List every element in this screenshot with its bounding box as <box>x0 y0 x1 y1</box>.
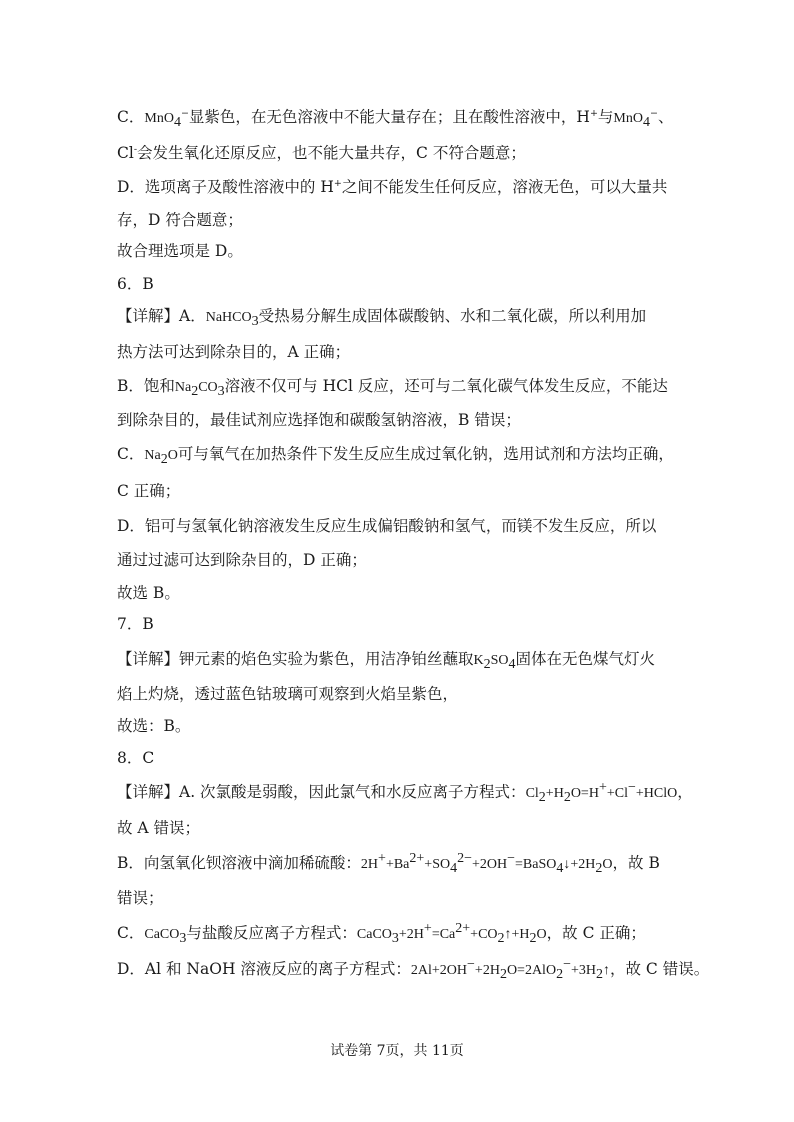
text-segment: 焰上灼烧，透过蓝色钴玻璃可观察到火焰呈紫色， <box>117 685 459 703</box>
text-segment: +2H <box>398 927 424 942</box>
superscript: 2+ <box>455 920 471 936</box>
text-segment: 热方法可达到除杂目的，A 正确； <box>117 343 351 361</box>
text-segment: 存，D 符合题意； <box>117 211 243 229</box>
text-line <box>117 850 660 877</box>
text-segment: ，故 B <box>612 854 660 872</box>
text-segment: 错误； <box>117 889 164 907</box>
text-line <box>117 210 243 230</box>
text-segment: 会发生氧化还原反应，也不能大量共存，C 不符合题意； <box>137 144 526 162</box>
subscript: 2 <box>538 790 546 806</box>
text-segment: 与 <box>597 108 614 126</box>
text-segment: 8．C <box>117 749 155 767</box>
text-segment: 可与氧气在加热条件下发生反应生成过氧化钠，选用试剂和方法均正确， <box>177 445 674 463</box>
text-line <box>117 410 521 430</box>
text-segment: C． <box>117 924 145 942</box>
subscript: 2 <box>529 931 537 947</box>
subscript: 2 <box>563 790 571 806</box>
text-line <box>117 342 350 362</box>
superscript: 2− <box>457 850 472 866</box>
subscript: 4 <box>450 861 458 877</box>
text-segment: O <box>602 857 613 872</box>
superscript: + <box>333 177 342 189</box>
text-segment: Cl <box>525 786 539 801</box>
subscript: 4 <box>556 861 564 877</box>
text-line <box>117 143 526 163</box>
superscript: − <box>507 850 516 866</box>
text-segment: +H <box>545 786 564 801</box>
text-segment: CaCO <box>356 927 392 942</box>
text-segment: 故 A 错误； <box>117 819 201 837</box>
text-line <box>117 376 668 398</box>
subscript: 3 <box>217 384 225 400</box>
text-line <box>117 614 154 634</box>
text-segment: +SO <box>424 857 451 872</box>
superscript: − <box>627 779 636 795</box>
text-segment: 【详解】A． <box>117 307 206 325</box>
text-line <box>117 649 655 671</box>
subscript: 3 <box>179 931 187 947</box>
text-segment: Na <box>174 380 192 395</box>
text-segment: +HClO <box>635 786 678 801</box>
text-segment: MnO <box>613 111 643 126</box>
text-line <box>117 684 458 704</box>
text-segment: SO <box>490 653 509 668</box>
text-line <box>117 177 667 197</box>
text-segment: CaCO <box>144 927 180 942</box>
text-segment: B．饱和 <box>117 377 175 395</box>
text-segment: +Cl <box>606 786 628 801</box>
superscript: + <box>378 850 386 866</box>
text-segment: C． <box>117 108 145 126</box>
text-line <box>117 306 646 328</box>
text-segment: ↑+H <box>504 927 530 942</box>
superscript: + <box>598 779 607 795</box>
text-segment: CO <box>198 380 218 395</box>
text-segment: K <box>473 653 484 668</box>
text-segment: +Ba <box>385 857 410 872</box>
text-segment: D．铝可与氢氧化钠溶液发生反应生成偏铝酸钠和氢气，而镁不发生反应，所以 <box>117 517 657 535</box>
text-segment: 2H <box>360 857 379 872</box>
text-line <box>117 107 673 129</box>
text-segment: D．选项离子及酸性溶液中的 H <box>117 178 334 196</box>
text-segment: 7．B <box>117 615 154 633</box>
text-line <box>117 888 164 908</box>
text-line <box>117 516 656 536</box>
subscript: 4 <box>508 657 516 673</box>
text-segment: ，故 C 正确； <box>546 924 646 942</box>
subscript: 3 <box>251 314 259 330</box>
text-segment: +2OH <box>472 857 508 872</box>
text-line <box>117 274 154 294</box>
subscript: 3 <box>391 931 399 947</box>
text-line <box>117 818 200 838</box>
text-segment: 固体在无色煤气灯火 <box>515 650 656 668</box>
text-line <box>117 583 180 603</box>
text-segment: 溶液不仅可与 HCl 反应，还可与二氧化碳气体发生反应，不能达 <box>224 377 668 395</box>
text-segment: ↑ <box>602 963 610 978</box>
text-segment: 到除杂目的，最佳试剂应选择饱和碳酸氢钠溶液，B 错误； <box>117 411 521 429</box>
text-segment: C． <box>117 445 145 463</box>
text-segment: 故合理选项是 D。 <box>117 242 243 260</box>
text-segment: 【详解】A. 次氯酸是弱酸，因此氯气和水反应离子方程式： <box>117 783 526 801</box>
text-line <box>117 956 710 983</box>
subscript: 4 <box>173 115 181 131</box>
text-segment: =BaSO <box>515 857 557 872</box>
text-segment: +3H <box>570 963 596 978</box>
text-segment: 受热易分解生成固体碳酸钠、水和二氧化碳，所以利用加 <box>258 307 647 325</box>
subscript: 2 <box>595 967 603 983</box>
subscript: 2 <box>556 967 564 983</box>
text-line <box>117 241 243 261</box>
text-segment: ， <box>677 783 693 801</box>
text-segment: O <box>536 927 547 942</box>
page-footer: 试卷第 7页，共 11页 <box>330 1043 464 1059</box>
text-segment: O=H <box>570 786 599 801</box>
text-segment: NaHCO <box>205 310 252 325</box>
text-segment: ↓+2H <box>563 857 596 872</box>
text-segment: C 正确； <box>117 482 181 500</box>
text-segment: 与盐酸反应离子方程式： <box>186 924 357 942</box>
text-line <box>117 779 693 806</box>
text-segment: 故选 B。 <box>117 584 180 602</box>
superscript: − <box>467 956 475 972</box>
text-segment: Cl <box>117 144 134 162</box>
text-segment: +CO <box>470 927 498 942</box>
text-segment: 2Al+2OH <box>410 963 468 978</box>
subscript: 2 <box>191 384 199 400</box>
subscript: 2 <box>483 657 491 673</box>
superscript: + <box>423 920 432 936</box>
text-segment: Na <box>144 448 161 463</box>
text-segment: +2H <box>474 963 500 978</box>
text-segment: 6．B <box>117 275 154 293</box>
text-line <box>117 716 190 736</box>
text-segment: 、 <box>657 108 674 126</box>
text-segment: B．向氢氧化钡溶液中滴加稀硫酸： <box>117 854 361 872</box>
text-segment: O <box>167 448 178 463</box>
subscript: 2 <box>499 967 507 983</box>
text-line <box>117 481 180 501</box>
text-line <box>117 920 646 947</box>
text-segment: MnO <box>144 111 174 126</box>
superscript: 2+ <box>409 850 425 866</box>
text-segment: 故选：B。 <box>117 717 191 735</box>
text-segment: D．Al 和 NaOH 溶液反应的离子方程式： <box>117 960 411 978</box>
text-segment: 通过过滤可达到除杂目的，D 正确； <box>117 551 367 569</box>
text-line <box>117 748 154 768</box>
subscript: 2 <box>497 931 505 947</box>
superscript: − <box>649 107 658 119</box>
subscript: 2 <box>160 452 168 468</box>
subscript: 2 <box>595 861 603 877</box>
text-segment: 【详解】钾元素的焰色实验为紫色，用洁净铂丝蘸取 <box>117 650 474 668</box>
superscript: − <box>180 107 189 119</box>
text-segment: 显紫色，在无色溶液中不能大量存在；且在酸性溶液中，H <box>188 108 590 126</box>
subscript: 4 <box>642 115 650 131</box>
text-segment: ，故 C 错误。 <box>609 960 710 978</box>
text-line <box>117 550 367 570</box>
superscript: - <box>133 143 138 155</box>
text-segment: 之间不能发生任何反应，溶液无色，可以大量共 <box>341 178 668 196</box>
text-segment: =Ca <box>431 927 456 942</box>
superscript: + <box>589 107 598 119</box>
text-segment: O=2AlO <box>506 963 557 978</box>
superscript: − <box>563 956 571 972</box>
text-line <box>117 444 674 466</box>
